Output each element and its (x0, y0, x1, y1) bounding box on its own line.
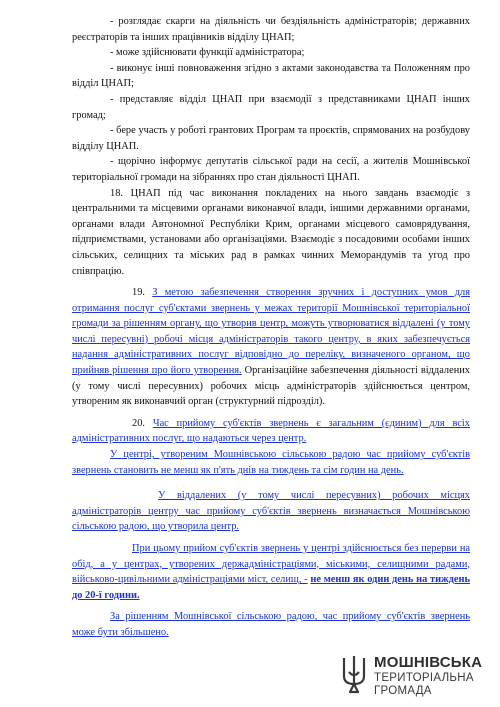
paragraph-extended-hours[interactable]: За рішенням Мошнівської сільською радою, час прийому суб'єктів звернень може бути збільшено. (72, 611, 470, 638)
paragraph-19-link-text[interactable]: З метою забезпечення створення зручних і доступних умов для отримання послуг суб'єктами звернень у межах території Мошнівської територіальної громади за рішенням органу, що утворив центр, можуть утворюватися віддалені (у тому числі пересувні) робочі місця адміністраторів такого центру, в яких забезпечується надання адміністративних послуг відповідно до переліку, визначеного органом, що прийняв рішення про його утворення. (72, 287, 470, 377)
logo-subtitle-line2: ГРОМАДА (374, 685, 432, 697)
paragraph-representation: - представляє відділ ЦНАП при взаємодії з представниками ЦНАП інших громад; (72, 93, 470, 121)
document-body (72, 14, 470, 641)
paragraph-20-number: 20. (132, 417, 145, 429)
logo-title: МОШНІВСЬКА (374, 654, 483, 671)
paragraph-no-break-link-text[interactable]: При цьому прийом суб'єктів звернень у центрі здійснюється без перерви на обід, а у центрах, утворених держадміністраціями, міськими, селищними радами, військово-цивільними адміністраціями міст, селищ, - (72, 543, 470, 586)
paragraph-complaints: - розглядає скарги на діяльність чи бездіяльність адміністраторів; державних реєстраторів та інших працівників відділу ЦНАП; (72, 16, 470, 43)
paragraph-center-hours[interactable]: У центрі, утвореним Мошнівською сільською радою час прийому суб'єктів звернень становить не менш як п'ять днів на тиждень та сім годин на день. (72, 449, 470, 476)
paragraph-remote-hours[interactable]: У віддалених (у тому числі пересувних) робочих місцях адміністраторів центру час прийому суб'єктів звернень визначається Мошнівською сільською радою, що утворила центр. (72, 490, 470, 533)
paragraph-no-break-bold-text[interactable]: не менш як один день на тиждень до 20-ї години. (72, 574, 470, 601)
logo-subtitle-line1: ТЕРИТОРІАЛЬНА (374, 672, 474, 684)
paragraph-19-plain-text: Організаційне забезпечення діяльності віддалених (у тому числі пересувних) робочих місць адміністраторів здійснюється центром, утвореним як виконавчий орган (структурний підрозділ). (72, 365, 471, 408)
paragraph-admin-functions: - може здійснювати функції адміністратора; (110, 47, 305, 59)
paragraph-other-powers: - виконує інші повноваження згідно з актами законодавства та Положенням про відділ ЦНАП; (72, 62, 470, 90)
paragraph-20-reception-time (72, 416, 470, 447)
community-logo (340, 650, 490, 700)
paragraph-grants: - бере участь у роботі грантових Програм та проєктів, спрямованих на розбудову відділу ЦНАП. (72, 125, 470, 152)
paragraph-19-remote-workplaces (72, 285, 470, 410)
paragraph-19-number: 19. (132, 287, 145, 299)
paragraph-18-cooperation: 18. ЦНАП під час виконання покладених на нього завдань взаємодіє з центральними та місцевими органами виконавчої влади, іншими державними органами, органами влади Автономної Республіки Крим, органами місцевого самоврядування, підприємствами, установами або організаціями. Взаємодіє з посадовими особами інших сільських, селищних та міських рад в рамках чинних Меморандумів та угод про співпрацію. (72, 187, 470, 277)
trident-emblem-icon (340, 654, 368, 696)
paragraph-annual-report: - щорічно інформує депутатів сільської ради на сесії, а жителів Мошнівської територіальної громади на зібраннях про стан діяльності ЦНАП. (72, 156, 470, 183)
paragraph-no-break (72, 541, 470, 603)
paragraph-20-link-text[interactable]: Час прийому суб'єктів звернень є загальним (єдиним) для всіх адміністративних послуг, що надаються через центр. (72, 417, 470, 445)
